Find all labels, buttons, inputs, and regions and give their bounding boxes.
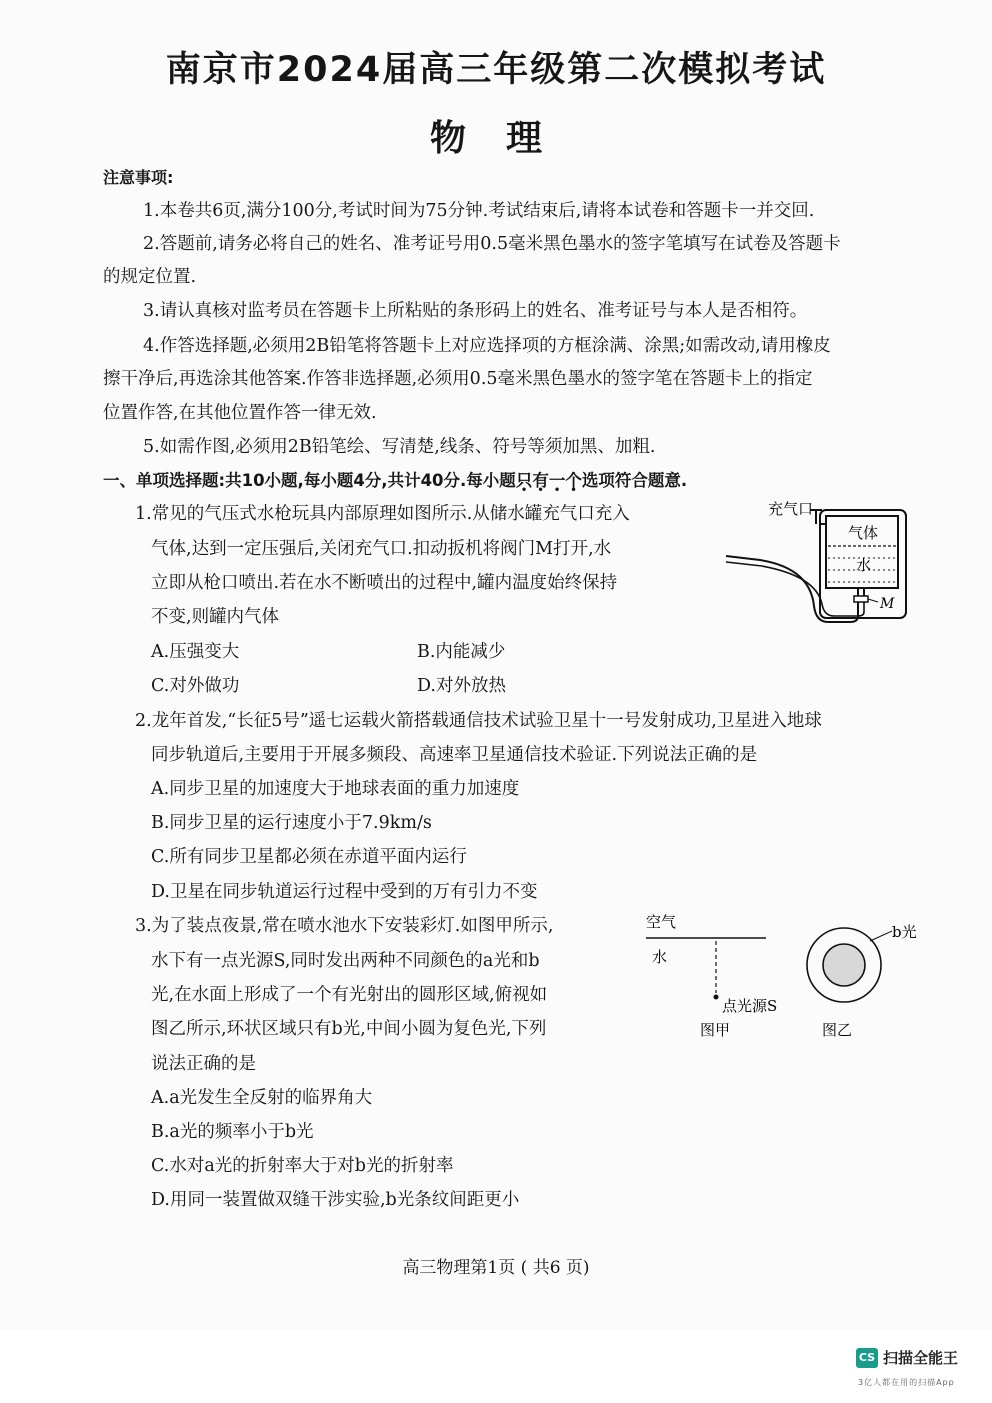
- notice-line: 擦干净后,再选涂其他答案.作答非选择题,必须用0.5毫米黑色墨水的签字笔在答题卡上的指定: [103, 369, 813, 389]
- q3-stem: 光,在水面上形成了一个有光射出的圆形区域,俯视如: [151, 985, 548, 1005]
- notice-line: 位置作答,在其他位置作答一律无效.: [103, 403, 377, 423]
- section-heading: [103, 470, 687, 492]
- water-label: 水: [856, 556, 872, 574]
- q3-stem: 水下有一点光源S,同时发出两种不同颜色的a光和b: [151, 951, 540, 971]
- q3-stem: 图乙所示,环状区域只有b光,中间小圆为复色光,下列: [151, 1019, 547, 1039]
- notice-line: 4.作答选择题,必须用2B铅笔将答题卡上对应选择项的方框涂满、涂黑;如需改动,请用橡皮: [143, 336, 831, 356]
- notice-line: 1.本卷共6页,满分100分,考试时间为75分钟.考试结束后,请将本试卷和答题卡一并交回.: [143, 201, 815, 221]
- exam-title: 南京市2024届高三年级第二次模拟考试: [165, 50, 827, 90]
- section-heading-post: 选项符合题意.: [581, 471, 688, 490]
- camscanner-name: 扫描全能王: [883, 1349, 959, 1367]
- q1-option-b: B.内能减少: [417, 642, 506, 662]
- emphasis-char: 一: [548, 471, 566, 490]
- q2-option-d: D.卫星在同步轨道运行过程中受到的万有引力不变: [151, 882, 538, 902]
- q1-option-d: D.对外放热: [417, 676, 506, 696]
- q3-stem: 说法正确的是: [151, 1054, 256, 1074]
- q2-option-a: A.同步卫星的加速度大于地球表面的重力加速度: [151, 779, 520, 799]
- q3-option-c: C.水对a光的折射率大于对b光的折射率: [151, 1156, 454, 1176]
- notice-heading: 注意事项:: [103, 168, 174, 187]
- q1-stem: 立即从枪口喷出.若在水不断喷出的过程中,罐内温度始终保持: [151, 573, 618, 593]
- figure-jia: [640, 905, 790, 1040]
- ring-label: b光: [892, 923, 917, 941]
- q1-stem: 气体,达到一定压强后,关闭充气口.扣动扳机将阀门M打开,水: [151, 539, 612, 559]
- camscanner-tagline: 3亿人都在用的扫描App: [858, 1378, 955, 1387]
- q1-option-a: A.压强变大: [151, 642, 240, 662]
- water-label: 水: [652, 948, 668, 966]
- emphasis-char: 个: [565, 471, 582, 490]
- figure-caption: 图甲: [700, 1021, 731, 1039]
- notice-line: 的规定位置.: [103, 267, 197, 287]
- q3-option-d: D.用同一装置做双缝干涉实验,b光条纹间距更小: [151, 1190, 520, 1210]
- q2-option-c: C.所有同步卫星都必须在赤道平面内运行: [151, 847, 467, 867]
- exam-subject: 物理: [429, 118, 582, 159]
- valve-label: M: [880, 596, 895, 612]
- water-gun-figure: [720, 496, 920, 631]
- figure-caption: 图乙: [822, 1021, 853, 1039]
- emphasis-char: 只: [515, 471, 533, 490]
- q2-stem: 同步轨道后,主要用于开展多频段、高速率卫星通信技术验证.下列说法正确的是: [151, 745, 758, 765]
- notice-line: 5.如需作图,必须用2B铅笔绘、写清楚,线条、符号等须加黑、加粗.: [143, 437, 656, 457]
- air-label: 空气: [646, 913, 677, 931]
- emphasis-char: 有: [532, 471, 549, 490]
- gas-label: 气体: [848, 524, 879, 542]
- q2-option-b: B.同步卫星的运行速度小于7.9km/s: [151, 813, 432, 833]
- figure-yi: [800, 915, 920, 1040]
- q2-stem: 2.龙年首发,“长征5号”遥七运载火箭搭载通信技术试验卫星十一号发射成功,卫星进入地球: [135, 711, 822, 731]
- inlet-label: 充气口: [768, 500, 814, 518]
- source-label: 点光源S: [722, 997, 778, 1015]
- page-footer: 高三物理第1页 ( 共6 页): [402, 1258, 590, 1278]
- q1-stem: 不变,则罐内气体: [151, 607, 280, 627]
- section-heading-pre: 一、单项选择题:共10小题,每小题4分,共计40分.每小题: [103, 471, 516, 490]
- point-source: [714, 995, 719, 1000]
- notice-line: 2.答题前,请务必将自己的姓名、准考证号用0.5毫米黑色墨水的签字笔填写在试卷及答题卡: [143, 234, 841, 254]
- notice-line: 3.请认真核对监考员在答题卡上所粘贴的条形码上的姓名、准考证号与本人是否相符。: [143, 301, 808, 321]
- inner-circle: [823, 944, 865, 986]
- q1-option-c: C.对外做功: [151, 676, 240, 696]
- q3-stem: 3.为了装点夜景,常在喷水池水下安装彩灯.如图甲所示,: [135, 916, 554, 936]
- q3-option-a: A.a光发生全反射的临界角大: [151, 1088, 373, 1108]
- camscanner-logo: CS: [856, 1348, 878, 1368]
- q1-stem: 1.常见的气压式水枪玩具内部原理如图所示.从储水罐充气口充入: [135, 504, 630, 524]
- q3-option-b: B.a光的频率小于b光: [151, 1122, 314, 1142]
